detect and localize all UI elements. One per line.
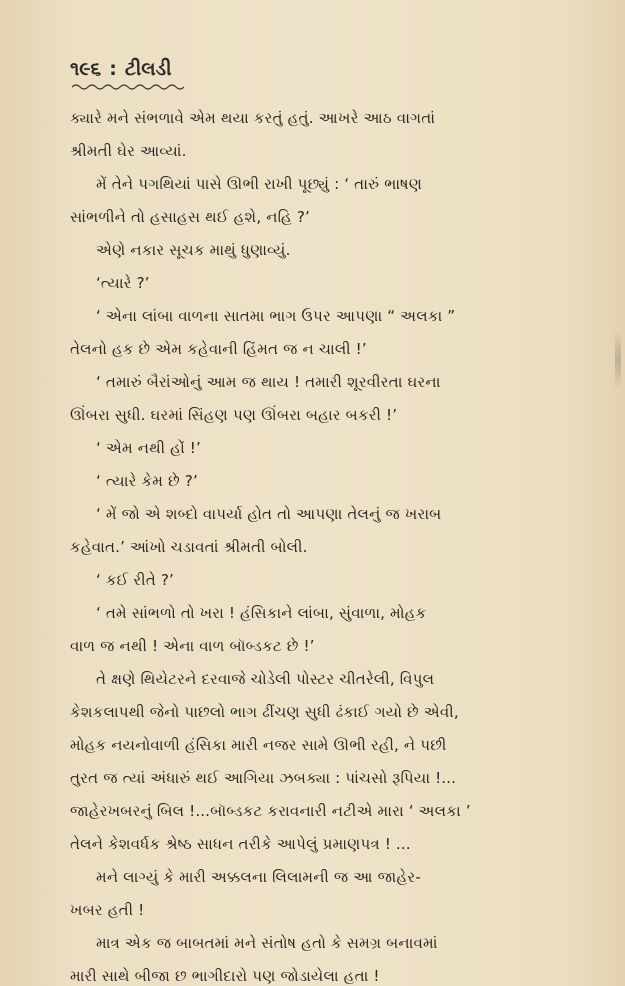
text-line: ‘ત્યારે ?’: [96, 274, 150, 292]
text-line: એણે નકાર સૂચક માથું ધુણાવ્યું.: [96, 241, 291, 259]
text-line: મોહક નયનોવાળી હંસિકા મારી નજર સામે ઊભી રહી, ને પછી: [70, 736, 447, 754]
text-line: વાળ જ નથી ! એના વાળ બૉબ્ડકટ છે !’: [70, 637, 315, 655]
header-separator: :: [109, 58, 117, 80]
text-line: ‘ ત્યારે કેમ છે ?’: [96, 472, 198, 490]
text-line: મેં તેને પગથિયાં પાસે ઊભી રાખી પૂછ્યું : ‘ તારું ભાષણ: [96, 175, 423, 193]
text-line: ‘ મેં જો એ શબ્દો વાપર્યા હોત તો આપણા તેલનું જ ખરાબ: [96, 505, 442, 523]
page-edge-shadow: [615, 330, 621, 390]
page-header: [70, 58, 585, 80]
text-line: ‘ એના લાંબા વાળના સાતમા ભાગ ઉપર આપણા “ અલકા ”: [96, 307, 456, 325]
text-line: તેલને કેશવર્ધક શ્રેષ્ઠ સાધન તરીકે આપેલું પ્રમાણપત્ર ! ...: [70, 835, 411, 853]
text-line: સાંભળીને તો હસાહસ થઈ હશે, નહિ ?’: [70, 208, 310, 226]
chapter-title: ટીલડી: [124, 58, 172, 80]
text-line: મારી સાથે બીજા છ ભાગીદારો પણ જોડાયેલા હતા !: [70, 967, 380, 985]
text-line: ‘ તમે સાંભળો તો ખરા ! હંસિકાને લાંબા, સુંવાળા, મોહક: [96, 604, 427, 622]
text-line: ‘ તમારું બૈરાંઓનું આમ જ થાય ! તમારી શૂરવીરતા ઘરના: [96, 373, 441, 391]
text-line: માત્ર એક જ બાબતમાં મને સંતોષ હતો કે સમગ્ર બનાવમાં: [96, 934, 438, 952]
text-line: ઊંબરા સુધી. ઘરમાં સિંહણ પણ ઊંબરા બહાર બકરી !’: [70, 406, 398, 424]
text-line: ક્યારે મને સંભળાવે એમ થયા કરતું હતું. આખરે આઠ વાગતાં: [70, 109, 436, 127]
text-line: ‘ કઈ રીતે ?’: [96, 571, 174, 589]
text-line: કહેવાત.’ આંખો ચડાવતાં શ્રીમતી બોલી.: [70, 538, 308, 556]
text-line: તુરત જ ત્યાં અંધારું થઈ આગિયા ઝબક્યા : પાંચસો રૂપિયા !...: [70, 769, 457, 787]
text-line: મને લાગ્યું કે મારી અક્કલના લિલામની જ આ જાહેર-: [96, 868, 421, 886]
page-number: ૧૯૬: [70, 58, 102, 80]
text-line: કેશકલાપથી જેનો પાછલો ભાગ ઢીંચણ સુધી ઢંકાઈ ગયો છે એવી,: [70, 703, 459, 721]
text-line: શ્રીમતી ઘેર આવ્યાં.: [70, 142, 187, 160]
text-line: ખબર હતી !: [70, 901, 145, 919]
text-line: તે ક્ષણે થિયેટરને દરવાજે ચોડેલી પોસ્ટર ચીતરેલી, વિપુલ: [96, 670, 435, 688]
text-line: તેલનો હક છે એમ કહેવાની હિંમત જ ન ચાલી !’: [70, 340, 367, 358]
header-flourish: [70, 82, 190, 92]
text-line: જાહેરખબરનું બિલ !...બૉબ્ડકટ કરાવનારી નટીએ મારા ‘ અલકા ’: [70, 802, 471, 820]
text-line: ‘ એમ નથી હોં !’: [96, 439, 201, 457]
